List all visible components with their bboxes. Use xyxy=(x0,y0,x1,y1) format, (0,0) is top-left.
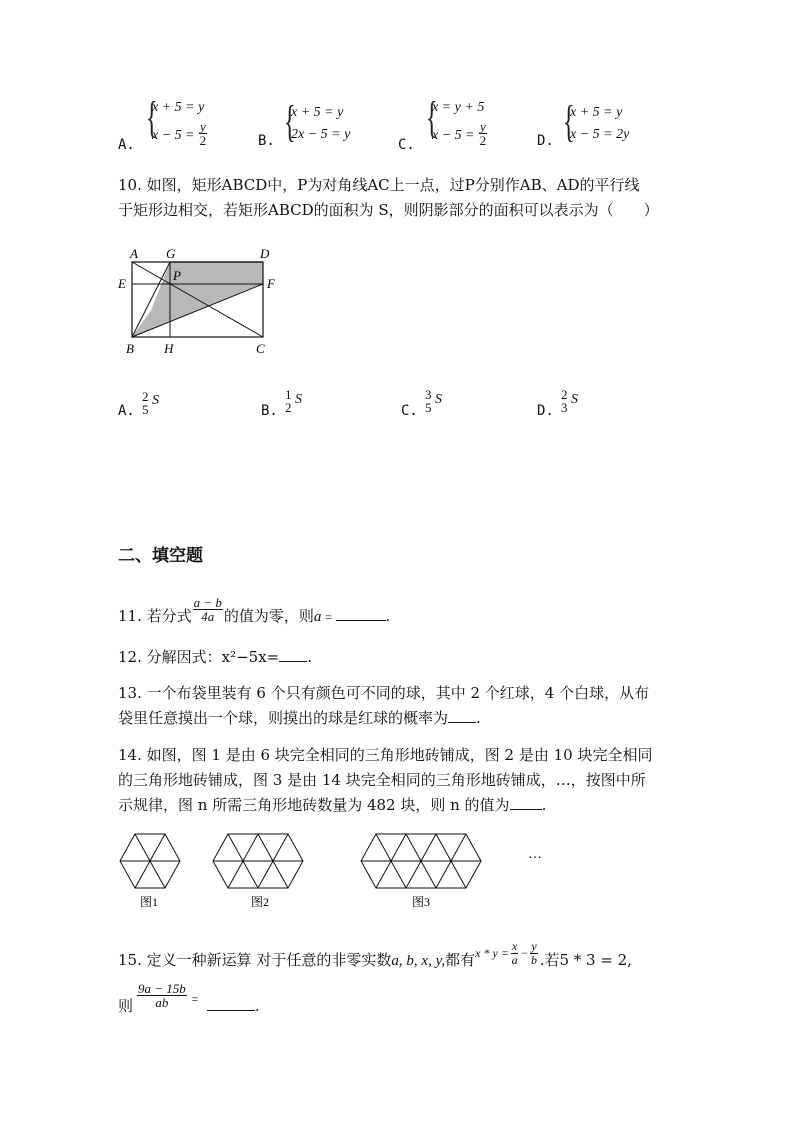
question-11-suffix: 的值为零，则 xyxy=(223,607,314,625)
fraction: 3 5 xyxy=(425,387,432,415)
option-letter: D. xyxy=(537,403,554,419)
brace-icon: { xyxy=(426,93,438,142)
option-letter: D. xyxy=(537,133,554,149)
answer-blank[interactable] xyxy=(279,645,307,662)
equation: x + 5 = y xyxy=(291,105,344,120)
period: . xyxy=(476,709,481,727)
answer-blank[interactable] xyxy=(448,706,476,723)
fraction: 2 3 xyxy=(561,387,568,415)
question-15-mid: 都有 xyxy=(445,951,476,969)
option-letter: B. xyxy=(261,403,278,419)
label-d: D xyxy=(260,246,270,261)
question-10-line-2: 于矩形边相交，若矩形ABCD的面积为 S，则阴影部分的面积可以表示为（ ） xyxy=(118,201,659,219)
condition: .若5 * 3 = 2, xyxy=(539,951,632,969)
question-13-line-1: 13. 一个布袋里装有 6 个只有颜色可不同的球，其中 2 个红球，4 个白球，从布 xyxy=(118,684,650,702)
option-letter: B. xyxy=(258,133,275,149)
fraction: $\frac{y}{2}$ xyxy=(479,119,487,148)
brace-icon: { xyxy=(563,97,575,146)
question-12-text: 12. 分解因式：x²−5x= xyxy=(118,648,280,666)
figure-3-tiles xyxy=(361,834,481,888)
figure-label-2: 图2 xyxy=(251,895,270,909)
fraction: $\frac{y}{b}$ xyxy=(531,938,538,967)
answer-blank[interactable] xyxy=(207,994,255,1011)
figure-label-3: 图3 xyxy=(412,895,431,909)
label-p: P xyxy=(173,268,181,283)
label-f: F xyxy=(267,276,275,291)
equation: x + 5 = y xyxy=(152,100,205,115)
label-b: B xyxy=(126,341,134,356)
question-11-prefix: 11. 若分式 xyxy=(118,607,192,625)
minus: − xyxy=(520,946,529,960)
label-a: A xyxy=(130,246,138,261)
question-15-line-1 xyxy=(118,938,632,975)
label-c: C xyxy=(256,341,265,356)
question-13-text: 袋里任意摸出一个球，则摸出的球是红球的概率为 xyxy=(118,709,449,727)
shaded-top-region xyxy=(170,262,263,284)
brace-icon: { xyxy=(284,97,296,146)
tile-figures xyxy=(118,830,558,910)
option-letter: C. xyxy=(398,137,415,153)
section-title: 二、填空题 xyxy=(118,546,203,566)
option-letter: A. xyxy=(118,137,135,153)
answer-blank[interactable] xyxy=(510,793,542,810)
equation: x − 5 = 2y xyxy=(570,127,630,142)
fraction: $\frac{a - b}{4a}$ xyxy=(193,594,222,624)
period: . xyxy=(254,997,260,1015)
option-letter: A. xyxy=(118,403,135,419)
label-g: G xyxy=(166,246,176,261)
rectangle-diagram xyxy=(110,240,290,365)
question-14-line-2: 的三角形地砖铺成，图 3 是由 14 块完全相同的三角形地砖铺成，…，按图中所 xyxy=(118,771,646,789)
equation-left: x − 5 = xyxy=(152,128,195,143)
option-letter: C. xyxy=(401,403,418,419)
equals: = xyxy=(190,992,199,1006)
answer-blank[interactable] xyxy=(336,604,386,621)
label-e: E xyxy=(118,276,126,291)
equation: x + 5 = y xyxy=(570,105,623,120)
question-14-line-3 xyxy=(118,791,546,819)
variable: S xyxy=(152,393,159,408)
question-15-line-2 xyxy=(118,980,260,1021)
then: 则 xyxy=(118,997,134,1015)
variable: S xyxy=(435,392,442,407)
equation: 2x − 5 = y xyxy=(291,127,351,142)
period: . xyxy=(385,607,391,625)
fraction: $\frac{x}{a}$ xyxy=(511,938,518,967)
period: . xyxy=(541,796,547,814)
fraction: $\frac{9a - 15b}{ab}$ xyxy=(138,980,186,1010)
fraction: $\frac{y}{2}$ xyxy=(199,119,207,148)
figure-1-hexagon xyxy=(120,834,180,888)
figure-2-tiles xyxy=(213,834,303,888)
variable: S xyxy=(295,392,302,407)
fraction: 2 5 xyxy=(142,389,149,417)
equation: x = y + 5 xyxy=(432,100,485,115)
question-13-line-2 xyxy=(118,704,481,732)
question-15-prefix: 15. 定义一种新运算 对于任意的非零实数 xyxy=(118,951,392,969)
equation-left: x − 5 = xyxy=(432,128,475,143)
period: . xyxy=(307,648,313,666)
label-h: H xyxy=(164,341,174,356)
question-14-line-1: 14. 如图，图 1 是由 6 块完全相同的三角形地砖铺成，图 2 是由 10 块完全相同 xyxy=(118,746,653,764)
variables: a, b, x, y, xyxy=(391,953,446,969)
fraction: 1 2 xyxy=(285,387,292,415)
question-11 xyxy=(118,594,391,631)
variable: S xyxy=(571,392,578,407)
operation: x * y = xyxy=(475,946,509,960)
brace-icon: { xyxy=(146,93,158,142)
equals: = xyxy=(321,610,336,624)
variable: a xyxy=(313,609,322,625)
question-12 xyxy=(118,643,312,671)
ellipsis: … xyxy=(528,847,542,862)
question-10-line-1: 10. 如图，矩形ABCD中，P为对角线AC上一点，过P分别作AB、AD的平行线 xyxy=(118,176,640,194)
question-14-text: 示规律，图 n 所需三角形地砖数量为 482 块，则 n 的值为 xyxy=(118,796,510,814)
figure-label-1: 图1 xyxy=(140,895,159,909)
